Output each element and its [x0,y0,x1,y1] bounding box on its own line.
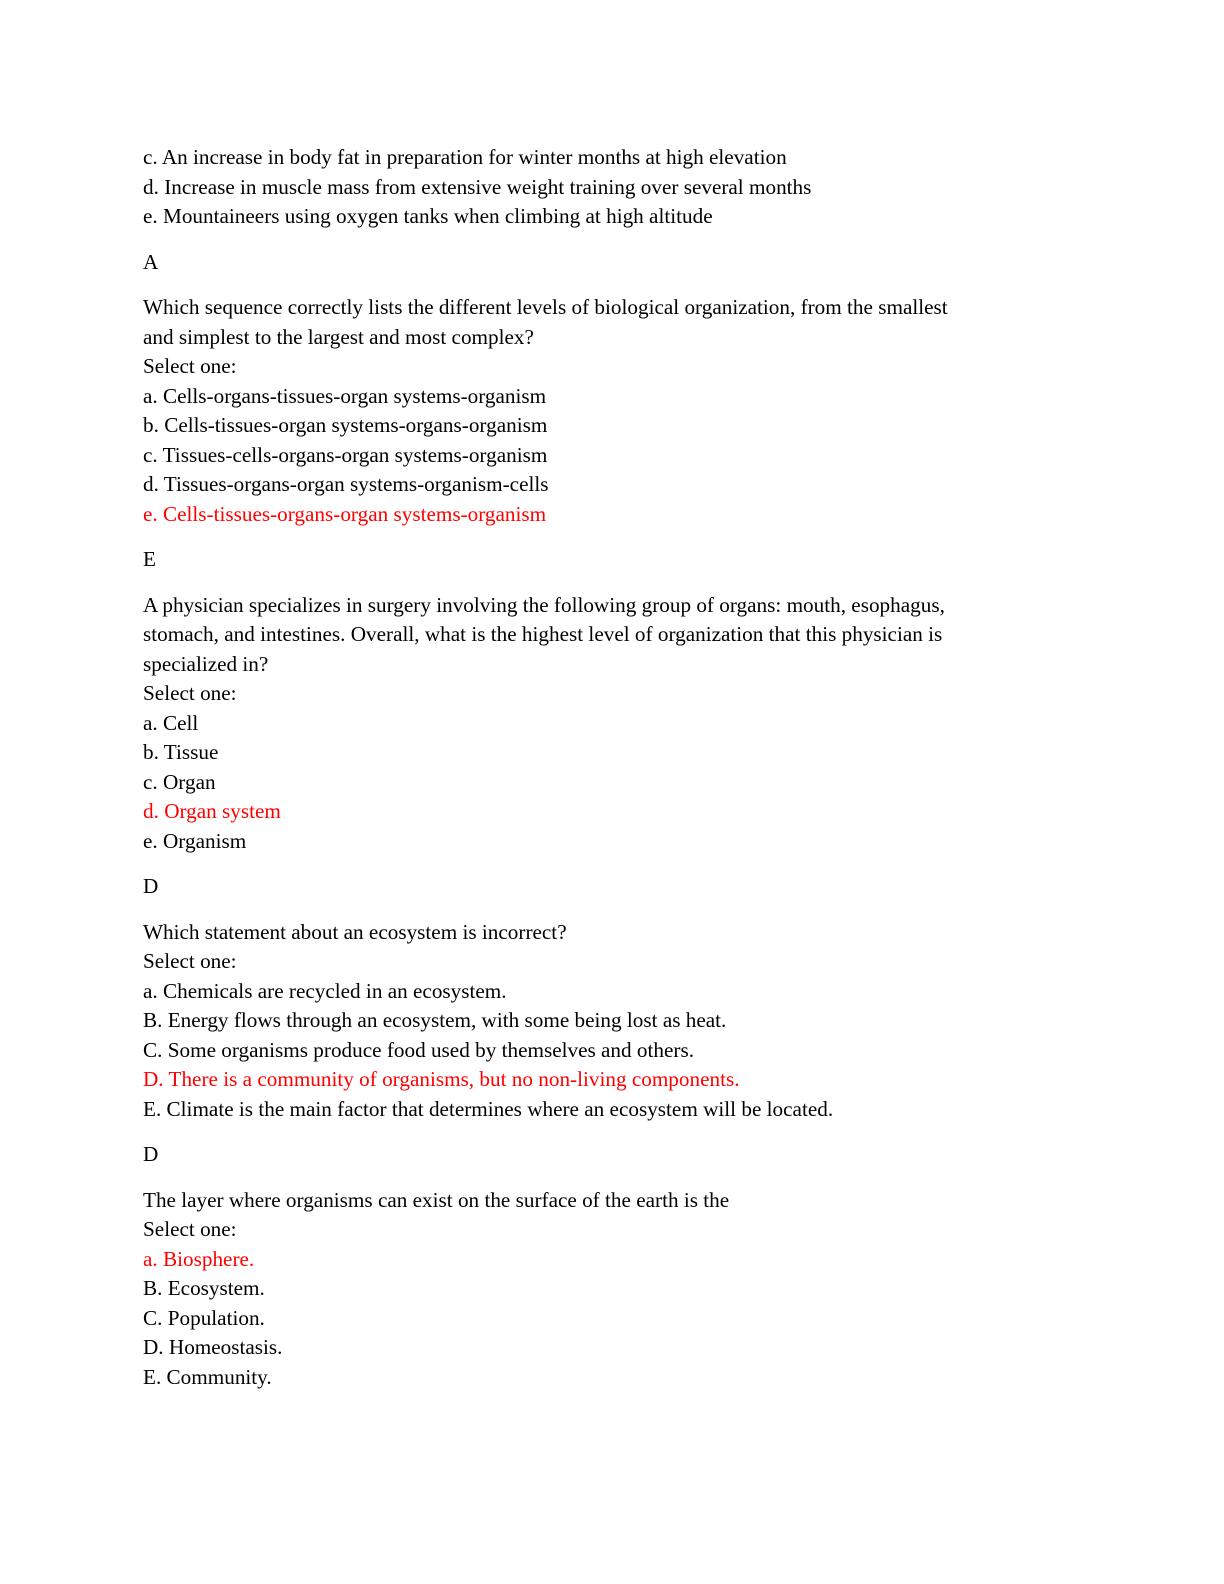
select-one-label: Select one: [143,949,237,973]
question-4 [143,1186,1063,1393]
answer-letter: E [143,547,156,571]
select-one-label: Select one: [143,1217,237,1241]
option-line: C. Population. [143,1305,265,1330]
option-line: D. Homeostasis. [143,1335,283,1359]
option-line: a. Chemicals are recycled in an ecosystem. [143,978,507,1003]
question-stem-line: The layer where organisms can exist on the surface of the earth is the [143,1187,730,1212]
option-line: c. An increase in body fat in preparation for winter months at high elevation [143,145,787,169]
answer-letter: A [143,249,159,274]
option-line: d. Increase in muscle mass from extensive weight training over several months [143,174,812,199]
question-stem-line: specialized in? [143,651,269,676]
question-stem-line: Which statement about an ecosystem is incorrect? [143,919,567,944]
intro-options [143,143,1063,232]
correct-option-line: d. Organ system [143,799,281,823]
option-line: c. Tissues-cells-organs-organ systems-organism [143,442,548,467]
correct-option-line: a. Biosphere. [143,1246,255,1271]
option-line: d. Tissues-organs-organ systems-organism-cells [143,472,549,496]
correct-option-line: D. There is a community of organisms, but no non-living components. [143,1067,740,1091]
question-stem-line: stomach, and intestines. Overall, what is the highest level of organization that this physician is [143,622,943,646]
select-one-label: Select one: [143,354,237,378]
select-one-label: Select one: [143,681,237,705]
question-3 [143,918,1063,1125]
question-stem-line: and simplest to the largest and most complex? [143,324,534,349]
document-page [143,143,1063,1392]
answer-letter: D [143,1142,159,1166]
option-line: a. Cell [143,710,199,735]
option-line: e. Mountaineers using oxygen tanks when climbing at high altitude [143,204,713,228]
option-line: C. Some organisms produce food used by themselves and others. [143,1037,694,1062]
question-stem-line: Which sequence correctly lists the different levels of biological organization, from the smallest [143,295,948,319]
question-2 [143,591,1063,857]
question-stem-line: A physician specializes in surgery involving the following group of organs: mouth, esophagus, [143,592,945,617]
option-line: b. Tissue [143,740,219,764]
option-line: c. Organ [143,769,216,794]
option-line: B. Energy flows through an ecosystem, with some being lost as heat. [143,1008,727,1032]
option-line: B. Ecosystem. [143,1276,265,1300]
option-line: E. Climate is the main factor that determines where an ecosystem will be located. [143,1096,834,1121]
option-line: e. Organism [143,828,247,853]
option-line: b. Cells-tissues-organ systems-organs-organism [143,413,548,437]
option-line: E. Community. [143,1364,272,1389]
question-1 [143,293,1063,529]
answer-letter: D [143,874,159,898]
option-line: a. Cells-organs-tissues-organ systems-organism [143,383,547,408]
correct-option-line: e. Cells-tissues-organs-organ systems-organism [143,501,547,526]
